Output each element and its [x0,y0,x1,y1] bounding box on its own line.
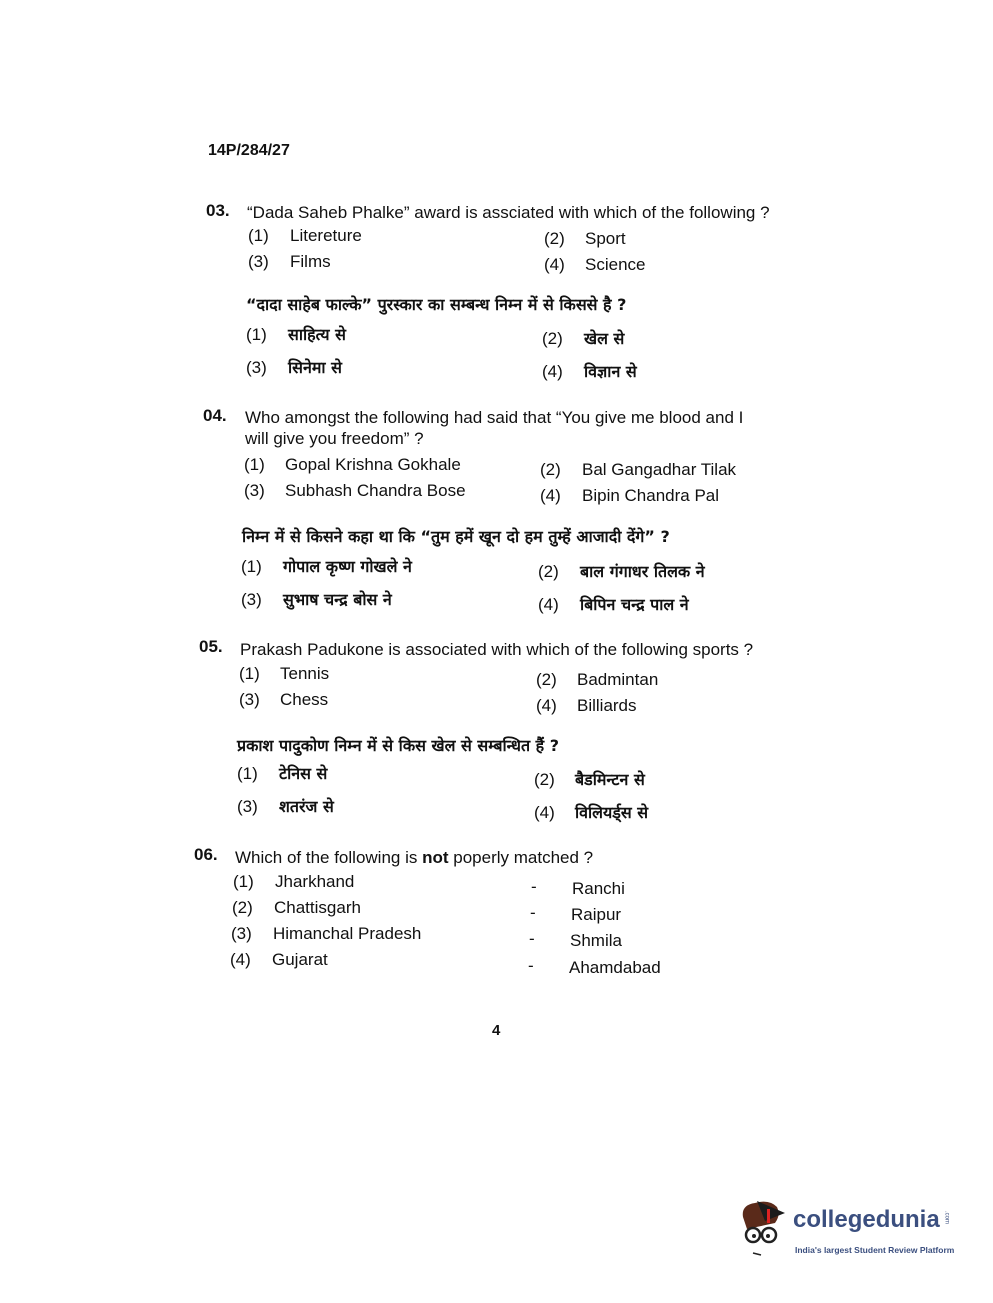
logo-wordmark [793,1205,950,1235]
option-label: (3) [246,358,267,377]
option-text-hindi: बाल गंगाधर तिलक ने [580,562,705,581]
option-text: Bal Gangadhar Tilak [582,460,737,479]
option-text: Bipin Chandra Pal [582,486,720,505]
option-label: (4) [538,595,559,614]
option-text-hindi: खेल से [584,329,625,348]
page-number: 4 [492,1022,501,1039]
option-label: (1) [239,664,260,683]
option-label: (2) [544,229,565,248]
paper-code: 14P/284/27 [208,142,290,159]
question-number: 03. [206,201,230,220]
option-label: (4) [536,696,557,715]
option-text: Litereture [290,226,362,245]
question-number: 06. [194,845,218,864]
collegedunia-logo [735,1195,985,1265]
option-text: Sport [585,229,626,248]
option-label: (4) [542,362,563,381]
pair-right: Shmila [570,931,622,950]
pair-left: Chattisgarh [274,898,361,917]
pair-right: Raipur [571,905,622,924]
option-label: (4) [534,803,555,822]
option-text-hindi: गोपाल कृष्ण गोखले ने [283,557,412,576]
pair-label: (1) [233,872,254,891]
option-text-hindi: बिपिन चन्द्र पाल ने [580,595,689,614]
question-number: 04. [203,406,227,425]
option-text: Films [290,252,331,271]
option-label: (2) [538,562,559,581]
option-text: Science [585,255,646,274]
logo-tagline: India's largest Student Review Platform [795,1245,955,1255]
question-text-hindi: प्रकाश पादुकोण निम्न में से किस खेल से सम्बन्धित हैं ? [237,736,559,755]
option-text: Tennis [280,664,330,683]
question-number: 05. [199,637,223,656]
option-text-hindi: शतरंज से [279,797,334,816]
mascot-icon [735,1195,795,1265]
option-text-hindi: साहित्य से [288,325,346,344]
question-text-line1: Who amongst the following had said that “You give me blood and I [245,408,744,427]
question-text-pre: Which of the following is [235,848,423,867]
pair-label: (4) [230,950,251,969]
pair-dash: - [528,956,534,975]
logo-suffix: .com [943,1211,950,1225]
option-text-hindi: सिनेमा से [288,358,342,377]
option-label: (1) [246,325,267,344]
option-text: Badmintan [577,670,659,689]
question-text [235,848,593,868]
option-label: (1) [241,557,262,576]
option-label: (2) [542,329,563,348]
question-text-line2: will give you freedom” ? [245,429,424,448]
pair-right: Ahamdabad [569,958,661,977]
pair-label: (2) [232,898,253,917]
option-text: Subhash Chandra Bose [285,481,466,500]
option-text-hindi: विलियर्ड्स से [575,803,649,822]
option-text: Gopal Krishna Gokhale [285,455,461,474]
option-label: (4) [540,486,561,505]
pair-left: Himanchal Pradesh [273,924,422,943]
question-text-emphasis: not [422,848,449,867]
question-text-post: poperly matched ? [448,848,594,867]
option-text-hindi: टेनिस से [279,764,328,783]
question-text: Prakash Padukone is associated with which of the following sports ? [240,640,754,659]
option-label: (2) [536,670,557,689]
pair-dash: - [530,903,536,922]
option-label: (3) [241,590,262,609]
option-label: (3) [237,797,258,816]
question-text-hindi: निम्न में से किसने कहा था कि “तुम हमें खून दो हम तुम्हें आजादी देंगे” ? [242,527,670,546]
pair-left: Gujarat [272,950,328,969]
pair-left: Jharkhand [275,872,355,891]
option-text: Chess [280,690,329,709]
question-text: “Dada Saheb Phalke” award is assciated with which of the following ? [247,203,770,222]
option-label: (3) [244,481,265,500]
pair-label: (3) [231,924,252,943]
option-label: (1) [248,226,269,245]
pair-right: Ranchi [572,879,625,898]
logo-brand: collegedunia [793,1206,940,1233]
option-label: (2) [534,770,555,789]
option-label: (4) [544,255,565,274]
option-text: Billiards [577,696,637,715]
option-text-hindi: सुभाष चन्द्र बोस ने [283,590,392,609]
option-label: (1) [237,764,258,783]
option-label: (2) [540,460,561,479]
pair-dash: - [531,877,537,896]
option-text-hindi: बैडमिन्टन से [575,770,645,789]
option-label: (3) [239,690,260,709]
option-text-hindi: विज्ञान से [584,362,637,381]
pair-dash: - [529,929,535,948]
option-label: (1) [244,455,265,474]
question-text-hindi: “दादा साहेब फाल्के” पुरस्कार का सम्बन्ध निम्न में से किससे है ? [246,295,627,314]
option-label: (3) [248,252,269,271]
